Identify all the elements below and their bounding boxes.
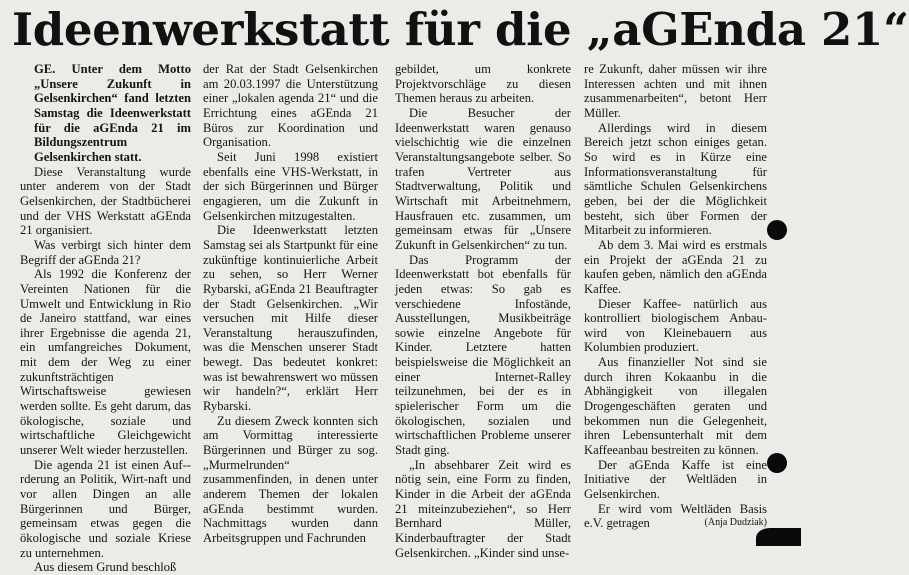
paragraph-text: Er wird vom Weltläden Basis e.V. getragen <box>584 501 767 531</box>
paragraph: Die agenda 21 ist einen Auf-rderung an Politik, Wirt-naft und vor allen Dingen an alle Bürgerinnen und Bürger, gemeinsam etwas gegen die ökologische und soziale Kriese zu unternehmen. <box>20 457 191 560</box>
paragraph-last <box>584 502 767 531</box>
paragraph: der Rat der Stadt Gelsenkirchen am 20.03.1997 die Unterstützung einer „lokalen agenda 21“ und die Errichtung eines aGEnda 21 Büros zur Koordination und Organisation. <box>203 62 378 150</box>
paragraph: Was verbirgt sich hinter dem Begriff der aGEnda 21? <box>20 237 191 267</box>
paragraph: Seit Juni 1998 existiert ebenfalls eine VHS-Werkstatt, in der sich Bürgerinnen und Bürger engagieren, um die Zukunft in Gelsenkirchen mitzugestalten. <box>203 149 378 223</box>
paragraph: Allerdings wird in diesem Bereich jetzt schon einiges getan. So wird es in Kürze eine Informationsveranstaltung für sämtliche Schulen Gelsenkirchens geben, bei der die Möglichkeit besteht, sich über Formen der Mitarbeit zu informieren. <box>584 120 767 238</box>
byline: (Anja Dudziak) <box>704 517 767 529</box>
article-column-1 <box>20 62 191 575</box>
article-column-3 <box>395 62 571 560</box>
paragraph: Die Besucher der Ideenwerkstatt waren genauso vielschichtig wie die einzelnen Veranstaltungsangebote selber. So trafen Vertreter aus Stadtverwaltung, Politik und Wirtschaft mit Arbeitnehmern, Hausfrauen etc. zusammen, um gemeinsam etwas für „Unsere Zukunft in Gelsenkirchen“ zu tun. <box>395 105 571 252</box>
paragraph: re Zukunft, daher müssen wir ihre Interessen achten und mit ihnen zusammenarbeiten“, betont Herr Müller. <box>584 62 767 120</box>
paragraph: Dieser Kaffee- natürlich aus kontrolliert biologischem Anbau- wird von Kleinebauern aus Kolumbien produziert. <box>584 296 767 355</box>
paragraph: Als 1992 die Konferenz der Vereinten Nationen für die Umwelt und Entwicklung in Rio de Janeiro stattfand, war eines ihrer Ergebnisse die agenda 21, ein umfangreiches Dokument, mit dem der Weg zu einer zukunftsträchtigen Wirtschaftsweise gewiesen werden sollte. Es geht darum, das ökologische, soziale und wirtschaftliche Gleichgewicht unserer Welt wieder herzustellen. <box>20 267 191 458</box>
torn-corner <box>756 528 801 546</box>
paragraph: Der aGEnda Kaffe ist eine Initiative der Weltläden in Gelsenkirchen. <box>584 457 767 502</box>
lead-paragraph: GE. Unter dem Motto „Unsere Zukunft in Gelsenkirchen“ fand letzten Samstag die Ideenwerkstatt für die aGEnda 21 im Bildungszentrum Gelsenkirchen statt. <box>34 62 191 164</box>
article-column-4 <box>584 62 767 531</box>
paragraph: Aus finanzieller Not sind sie durch ihren Kokaanbu in die Abhängigkeit von illegalen Drogengeschäften geraten und bekommen nun die Gelegenheit, ihren Lebensunterhalt mit dem Kaffeeanbau bestreiten zu können. <box>584 355 767 458</box>
article-column-2 <box>203 62 378 546</box>
paragraph: Die Ideenwerkstatt letzten Samstag sei als Startpunkt für eine zukünftige kontinuierliche Arbeit zu sehen, so Herr Werner Rybarski, aGEnda 21 Beauftragter der Stadt Gelsenkirchen. „Wir versuchen mit Hilfe dieser Veranstaltung herauszufinden, was die Menschen unserer Stadt bewegt. Das bedeutet konkret: was ist bewahrenswert wo müssen wir handeln?“, erklärt Herr Rybarski. <box>203 223 378 414</box>
headline: Ideenwerkstatt für die „aGEnda 21“ <box>12 3 909 56</box>
paragraph: gebildet, um konkrete Projektvorschläge zu diesen Themen heraus zu arbeiten. <box>395 62 571 106</box>
punch-hole-bottom <box>767 453 787 473</box>
paragraph: Zu diesem Zweck konnten sich am Vormittag interessierte Bürgerinnen und Bürger zu sog. „Murmelrunden“ zusammenfinden, in denen unter anderem Themen der lokalen aGEnda bestimmt wurden. Nachmittags wurden dann Arbeitsgruppen und Fachrunden <box>203 413 378 545</box>
paragraph: Ab dem 3. Mai wird es erstmals ein Projekt der aGEnda 21 zu kaufen geben, nämlich den aGEnda Kaffee. <box>584 237 767 296</box>
paragraph: Aus diesem Grund beschloß <box>34 560 177 575</box>
punch-hole-top <box>767 220 787 240</box>
paragraph: Das Programm der Ideenwerkstatt bot ebenfalls für jeden etwas: So gab es verschiedene Infostände, Ausstellungen, Musikbeiträge sowie einzelne Angebote für Kinder. Letztere hatten beispielsweise die Möglichkeit an einer Internet-Ralley teilzunehmen, bei der es in spielerischer Form um die ökologischen, sozialen und wirtschaftlichen Probleme unserer Stadt ging. <box>395 252 571 458</box>
paragraph: „In absehbarer Zeit wird es nötig sein, eine Form zu finden, Kinder in die Arbeit der aGEnda 21 miteinzubeziehen“, so Herr Bernhard Müller, Kinderbauftragter der Stadt Gelsenkirchen. „Kinder sind unse- <box>395 457 571 560</box>
paragraph: Diese Veranstaltung wurde unter anderem von der Stadt Gelsenkirchen, der Stadtbücherei und der VHS Werkstatt aGEnda 21 organisiert. <box>20 164 191 238</box>
